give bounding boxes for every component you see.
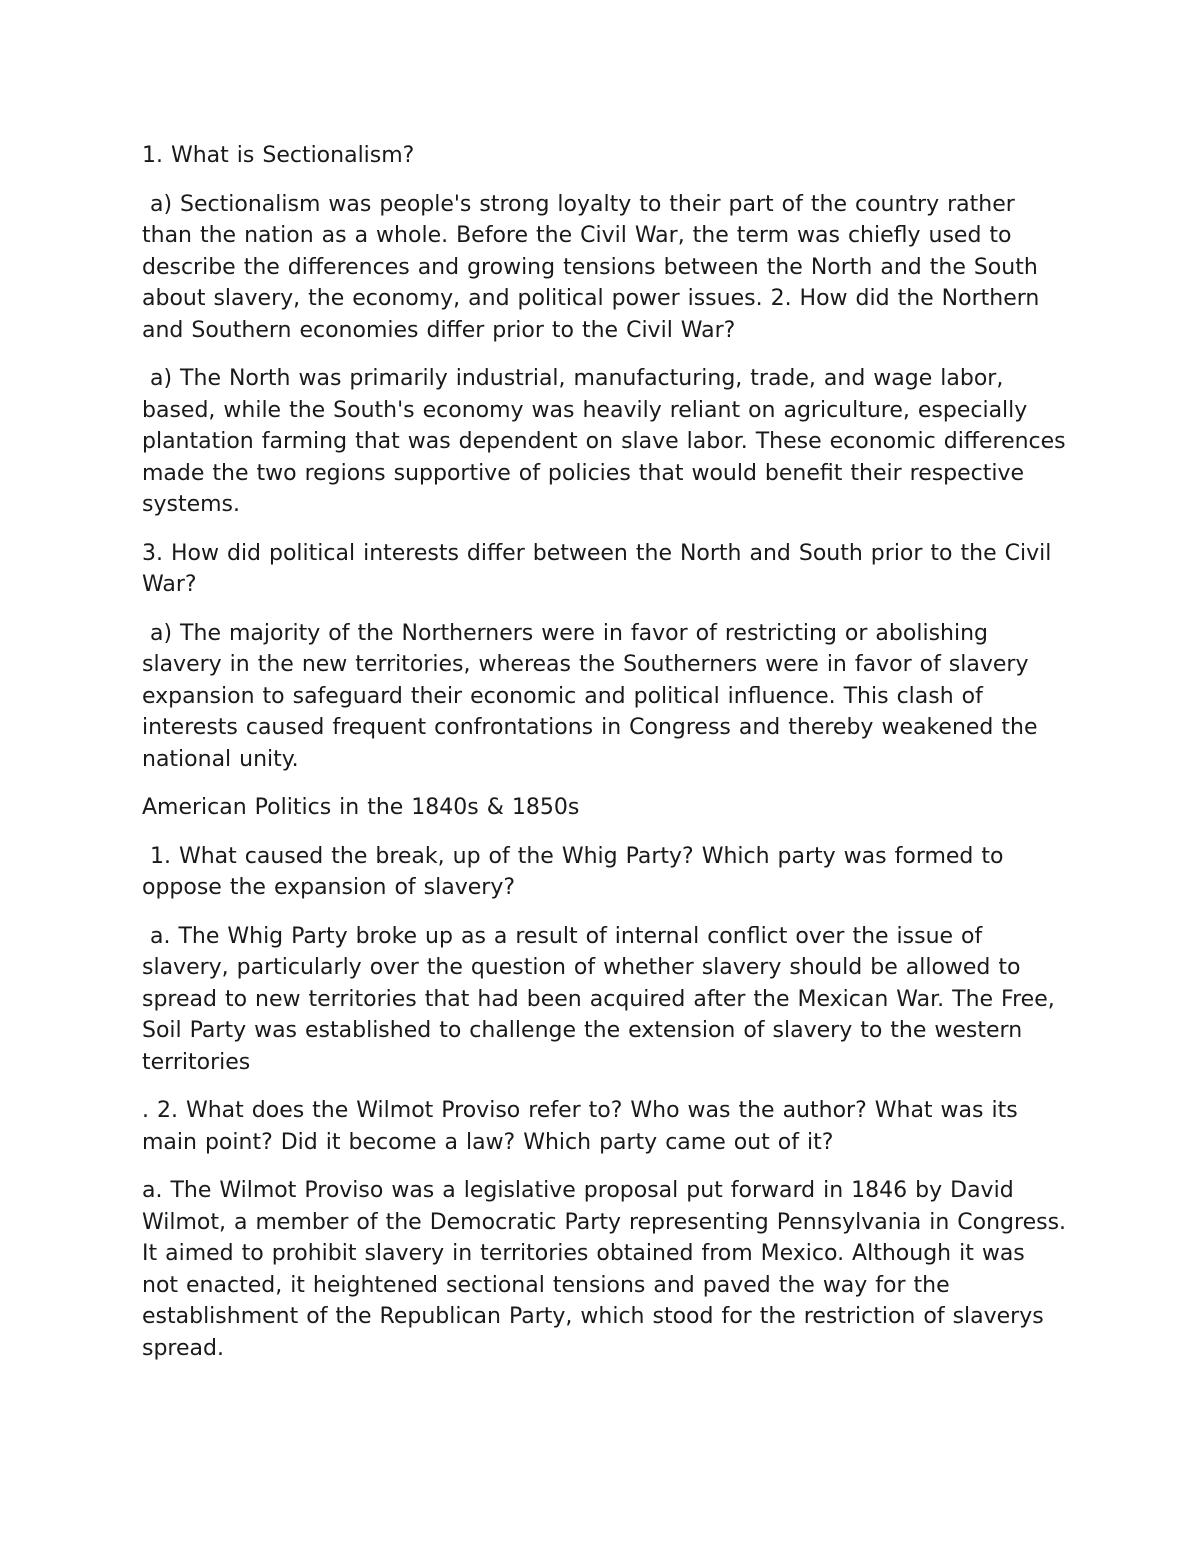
- question-sectionalism: 1. What is Sectionalism?: [142, 143, 415, 168]
- answer-political-interests: a) The majority of the Northerners were in favor of restricting or abolishing slavery in the new territories, whereas the Southerners were in favor of slavery expansion to safeguard their economic and political influence. This clash of interests caused frequent confrontations in Congress and thereby weakened the national unity.: [142, 620, 1046, 772]
- answer-wilmot-proviso: a. The Wilmot Proviso was a legislative proposal put forward in 1846 by David Wilmot, a member of the Democratic Party representing Pennsylvania in Congress. It aimed to prohibit slavery in territories obtained from Mexico. Although it was not enacted, it heightened sectional tensions and paved the way for the establishment of the Republican Party, which stood for the restriction of slaverys spread.: [142, 1178, 1075, 1361]
- answer-whig-party: a. The Whig Party broke up as a result of internal conflict over the issue of slavery, particularly over the question of whether slavery should be allowed to spread to new territories that had been acquired after the Mexican War. The Free, Soil Party was established to challenge the extension of slavery to the western territories: [142, 923, 1063, 1075]
- question-whig-party: 1. What caused the break, up of the Whig Party? Which party was formed to oppose the expansion of slavery?: [142, 843, 1012, 900]
- answer-economies: a) The North was primarily industrial, manufacturing, trade, and wage labor, based, while the South's economy was heavily reliant on agriculture, especially plantation farming that was dependent on slave labor. These economic differences made the two regions supportive of policies that would benefit their respective systems.: [142, 366, 1074, 517]
- answer-sectionalism: a) Sectionalism was people's strong loyalty to their part of the country rather than the nation as a whole. Before the Civil War, the term was chiefly used to describe the differences and growing tensions between the North and the South about slavery, the economy, and political power issues. 2. How did the Northern and Southern economies differ prior to the Civil War?: [142, 191, 1048, 343]
- document-body: [142, 140, 1075, 1381]
- question-wilmot-proviso: . 2. What does the Wilmot Proviso refer to? Who was the author? What was its main point? Did it become a law? Which party came out of it?: [142, 1098, 1026, 1155]
- question-political-interests: 3. How did political interests differ between the North and South prior to the Civil War?: [142, 540, 1060, 597]
- section-heading: American Politics in the 1840s & 1850s: [142, 795, 580, 820]
